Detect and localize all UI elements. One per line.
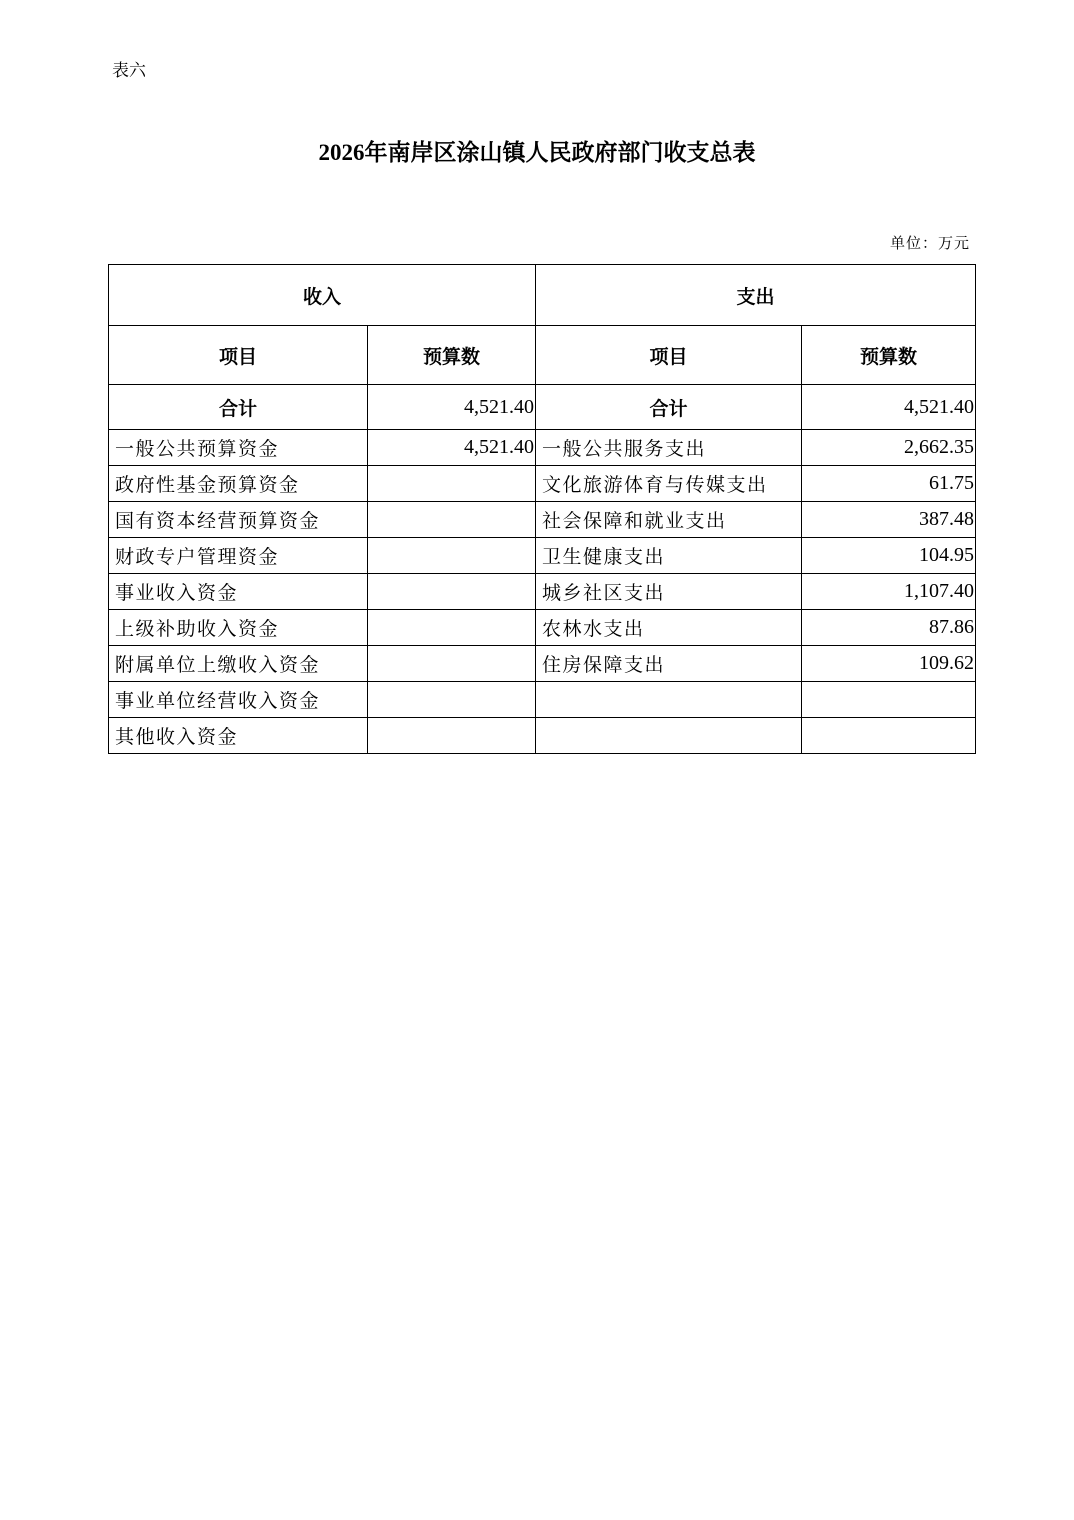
table-row — [109, 646, 976, 682]
expense-item: 文化旅游体育与传媒支出 — [536, 466, 802, 502]
table-row — [109, 538, 976, 574]
expense-item: 住房保障支出 — [536, 646, 802, 682]
income-amount — [368, 502, 536, 538]
income-amount — [368, 574, 536, 610]
table-row — [109, 610, 976, 646]
table-row — [109, 430, 976, 466]
expense-total-amount: 4,521.40 — [802, 385, 976, 430]
income-item: 一般公共预算资金 — [109, 430, 368, 466]
expense-amount — [802, 718, 976, 754]
income-amount — [368, 610, 536, 646]
expense-total-label: 合计 — [536, 385, 802, 430]
expense-item — [536, 718, 802, 754]
expense-section-header: 支出 — [536, 265, 976, 326]
income-item-header: 项目 — [109, 326, 368, 385]
table-row — [109, 718, 976, 754]
income-amount: 4,521.40 — [368, 430, 536, 466]
income-item: 事业收入资金 — [109, 574, 368, 610]
expense-amount: 2,662.35 — [802, 430, 976, 466]
income-amount-header: 预算数 — [368, 326, 536, 385]
table-number: 表六 — [112, 61, 146, 81]
expense-item: 卫生健康支出 — [536, 538, 802, 574]
income-item: 政府性基金预算资金 — [109, 466, 368, 502]
income-section-header: 收入 — [109, 265, 536, 326]
income-item: 附属单位上缴收入资金 — [109, 646, 368, 682]
income-amount — [368, 538, 536, 574]
income-item: 上级补助收入资金 — [109, 610, 368, 646]
income-item: 事业单位经营收入资金 — [109, 682, 368, 718]
income-expense-table — [108, 264, 976, 754]
income-amount — [368, 682, 536, 718]
income-item: 其他收入资金 — [109, 718, 368, 754]
expense-amount — [802, 682, 976, 718]
income-amount — [368, 646, 536, 682]
column-header-row — [109, 326, 976, 385]
expense-amount: 104.95 — [802, 538, 976, 574]
section-header-row — [109, 265, 976, 326]
table-row — [109, 466, 976, 502]
expense-amount-header: 预算数 — [802, 326, 976, 385]
income-item: 财政专户管理资金 — [109, 538, 368, 574]
expense-item: 一般公共服务支出 — [536, 430, 802, 466]
expense-item: 社会保障和就业支出 — [536, 502, 802, 538]
expense-amount: 61.75 — [802, 466, 976, 502]
expense-item: 农林水支出 — [536, 610, 802, 646]
expense-item: 城乡社区支出 — [536, 574, 802, 610]
expense-item-header: 项目 — [536, 326, 802, 385]
expense-amount: 87.86 — [802, 610, 976, 646]
income-amount — [368, 718, 536, 754]
total-row — [109, 385, 976, 430]
expense-item — [536, 682, 802, 718]
unit-label: 单位：万元 — [889, 234, 970, 252]
expense-amount: 109.62 — [802, 646, 976, 682]
income-amount — [368, 466, 536, 502]
table-row — [109, 502, 976, 538]
income-total-label: 合计 — [109, 385, 368, 430]
expense-amount: 387.48 — [802, 502, 976, 538]
income-total-amount: 4,521.40 — [368, 385, 536, 430]
income-item: 国有资本经营预算资金 — [109, 502, 368, 538]
expense-amount: 1,107.40 — [802, 574, 976, 610]
table-row — [109, 574, 976, 610]
table-row — [109, 682, 976, 718]
document-title: 2026年南岸区涂山镇人民政府部门收支总表 — [318, 140, 756, 165]
